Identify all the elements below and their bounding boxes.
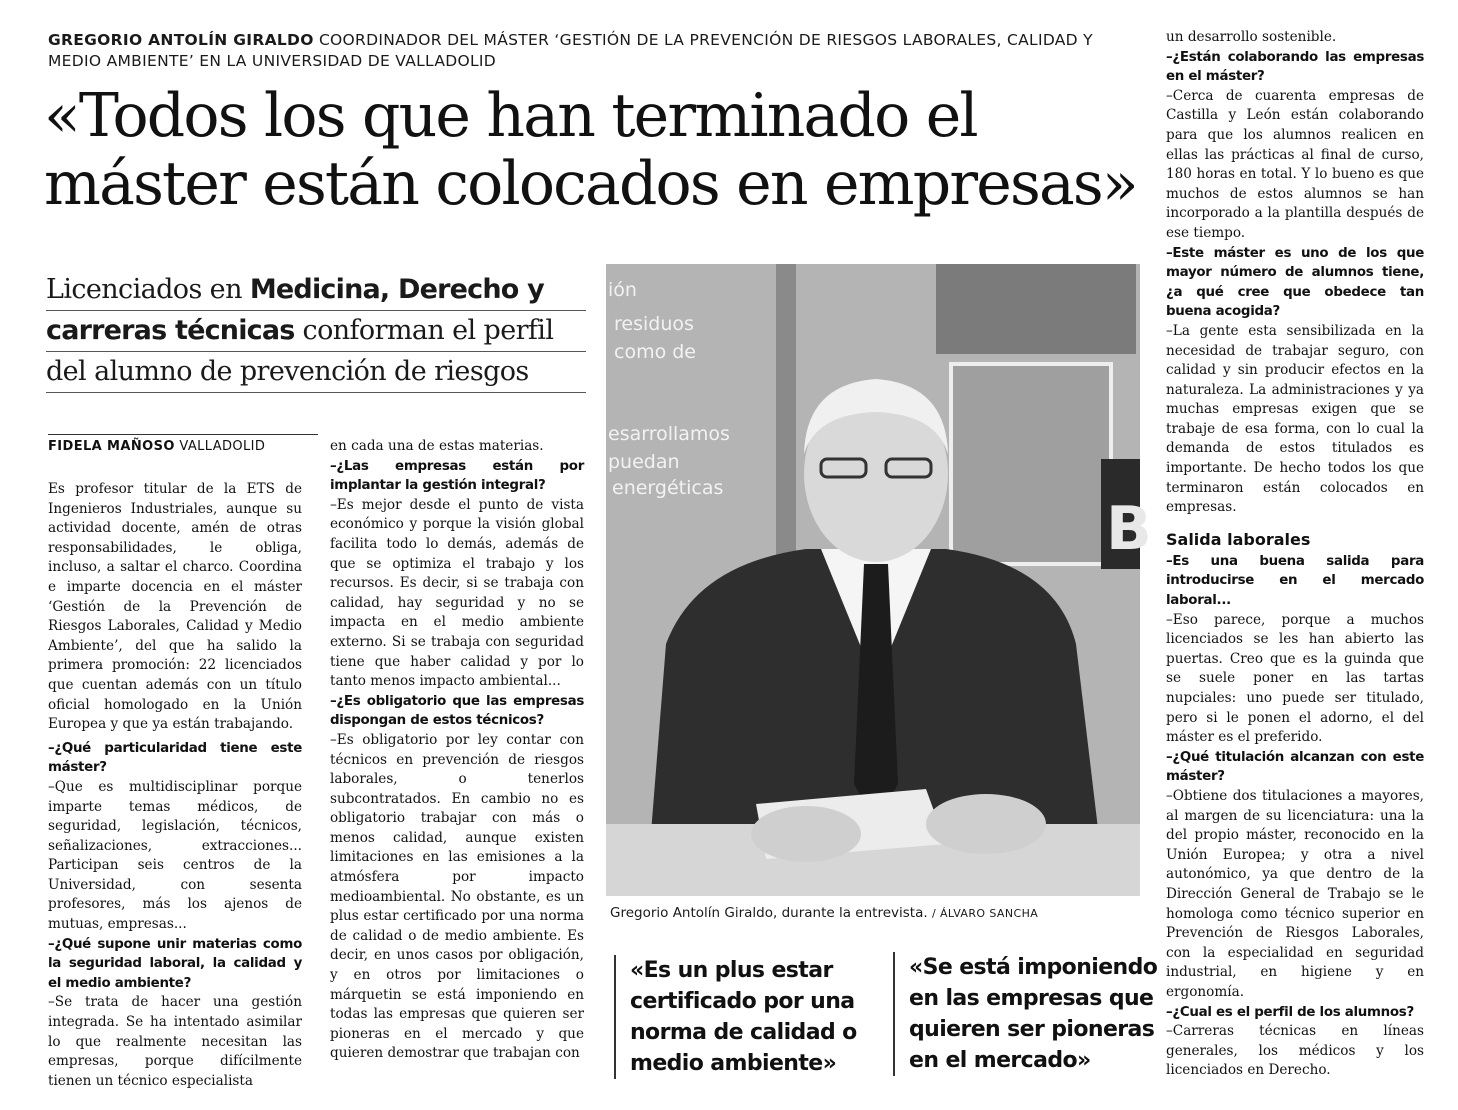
wall-text: puedan [608, 451, 680, 473]
photo-credit: / ÁLVARO SANCHA [931, 907, 1039, 920]
section-title: Salida laborales [1166, 529, 1311, 549]
subhead [46, 270, 586, 393]
headline [44, 82, 1154, 218]
paragraph: en cada una de estas materias. [330, 438, 544, 454]
subhead-line-2 [46, 311, 586, 352]
wall-sign-letter: B [1106, 494, 1152, 564]
answer: –Eso parece, porque a muchos licenciados se les han abierto las puertas. Creo que es la guinda que se suele poner en las tartas nupciales: uno puede ser titulado, pero si le ponen el adorno, el del máster es el preferido. [1166, 611, 1424, 746]
interview-photo [606, 264, 1152, 896]
answer: –La gente esta sensibilizada en la necesidad de trabajar seguro, con calidad y sin producir efectos en la naturaleza. La administraciones y ya muchas empresas exigen que se trabaje de esa forma, con lo cual la demanda de estos titulados es importante. De hecho todos los que terminaron están colocados en empresas. [1166, 322, 1424, 516]
subhead-text: conforman el perfil [294, 315, 554, 346]
byline-author: FIDELA MAÑOSO [48, 439, 175, 454]
kicker-name: GREGORIO ANTOLÍN GIRALDO [48, 31, 314, 49]
kicker-role: COORDINADOR DEL MÁSTER ‘GESTIÓN DE LA PREVENCIÓN DE RIESGOS LABORALES, CALIDAD Y MEDIO AMBIENTE’ EN LA UNIVERSIDAD DE VALLADOLID [48, 31, 1093, 70]
article-column-1 [48, 480, 302, 1091]
answer: –Se trata de hacer una gestión integrada. Se ha intentado asimilar lo que realmente necesitan las empresas, porque difícilmente tienen un técnico especialista [48, 994, 302, 1089]
question: –¿Qué particularidad tiene este máster? [48, 740, 302, 776]
question: –¿Qué supone unir materias como la seguridad laboral, la calidad y el medio ambiente? [48, 936, 302, 991]
answer: –Carreras técnicas en líneas generales, los médicos y los licenciados en Derecho. [1166, 1023, 1424, 1079]
question: –¿Es obligatorio que las empresas dispongan de estos técnicos? [330, 693, 584, 729]
answer: –Que es multidisciplinar porque imparte temas médicos, de seguridad, legislación, técnicos, señalizaciones, extracciones... Participan seis centros de la Universidad, con sesenta profesores, más los ajenos de mutuas, empresas... [48, 778, 302, 933]
question: –¿Cual es el perfil de los alumnos? [1166, 1004, 1414, 1020]
wall-text: residuos [614, 313, 694, 335]
wall-text: energéticas [612, 477, 724, 499]
wall-text: como de [614, 341, 696, 363]
wall-text: ión [608, 279, 637, 301]
question: –¿Las empresas están por implantar la gestión integral? [330, 458, 584, 494]
caption-text: Gregorio Antolín Giraldo, durante la entrevista. [610, 905, 928, 921]
subhead-emphasis: Medicina, Derecho y [249, 274, 544, 305]
headline-line-2: máster están colocados en empresas» [44, 149, 1137, 219]
subhead-line-3: del alumno de prevención de riesgos [46, 352, 586, 393]
byline-place: VALLADOLID [179, 439, 266, 454]
pull-quote-1: «Es un plus estar certificado por una norma de calidad o medio ambiente» [614, 955, 880, 1079]
answer: –Obtiene dos titulaciones a mayores, al margen de su licenciatura: una la del propio máster, reconocido en la Unión Europea; y otra a nivel autonómico, ya que dentro de la Dirección General de Trabajo se le homologa como técnico superior en Prevención de Riesgos Laborales, con la especialidad en seguridad industrial, en higiene y en ergonomía. [1166, 787, 1424, 1000]
wall-text: esarrollamos [608, 423, 730, 445]
question: –¿Qué titulación alcanzan con este máster? [1166, 749, 1424, 785]
photo-caption [610, 905, 1150, 921]
byline [48, 434, 318, 454]
article-column-2 [330, 437, 584, 1064]
answer: –Es obligatorio por ley contar con técnicos en prevención de riesgos laborales, o tenerlos subcontratados. En cambio no es obligatorio trabajar con más o menos calidad, aunque existen limitaciones en las emisiones a la atmósfera por impacto medioambiental. No obstante, es un plus estar certificado por una norma de calidad o de medio ambiente. Es decir, en unos casos por obligación, y en otros por limitaciones o márquetin se está imponiendo en todas las empresas que quieren ser pioneras en el mercado y que quieren demostrar que trabajan con [330, 731, 584, 1062]
subhead-text: Licenciados en [46, 274, 250, 305]
paragraph: un desarrollo sostenible. [1166, 29, 1337, 45]
pull-quote-2: «Se está imponiendo en las empresas que quieren ser pioneras en el mercado» [893, 952, 1159, 1076]
subhead-line-1 [46, 270, 586, 311]
article-column-3 [1166, 28, 1424, 1081]
kicker [48, 30, 1128, 72]
answer: –Cerca de cuarenta empresas de Castilla y León están colaborando para que los alumnos realicen en ellas las prácticas al final de curso, 180 horas en total. Y lo bueno es que muchos de estos alumnos se han incorporado a la plantilla después de ese tiempo. [1166, 87, 1424, 241]
subhead-emphasis: carreras técnicas [46, 315, 295, 346]
question: –Este máster es uno de los que mayor número de alumnos tiene, ¿a qué cree que obedece tan buena acogida? [1166, 245, 1424, 320]
photo-illustration [606, 264, 1152, 896]
question: –Es una buena salida para introducirse en el mercado laboral... [1166, 553, 1424, 609]
intro-paragraph: Es profesor titular de la ETS de Ingenieros Industriales, aunque su actividad docente, amén de otras responsabilidades, le obliga, incluso, a saltar el charco. Coordina e imparte docencia en el máster ‘Gestión de la Prevención de Riesgos Laborales, Calidad y Medio Ambiente’, del que ha salido la primera promoción: 22 licenciados que cuentan además con un título oficial homologado en la Unión Europea y que ya están trabajando. [48, 481, 302, 733]
answer: –Es mejor desde el punto de vista económico y porque la visión global facilita todo lo demás, además de que se optimiza el trabajo y los recursos. Es decir, si se trabaja con calidad, hay seguridad y no se impacta en el medio ambiente externo. Si se trabaja con seguridad tiene que haber calidad y por lo tanto menos impacto ambiental... [330, 496, 584, 690]
headline-line-1: «Todos los que han terminado el [44, 81, 977, 151]
question: –¿Están colaborando las empresas en el máster? [1166, 49, 1424, 85]
